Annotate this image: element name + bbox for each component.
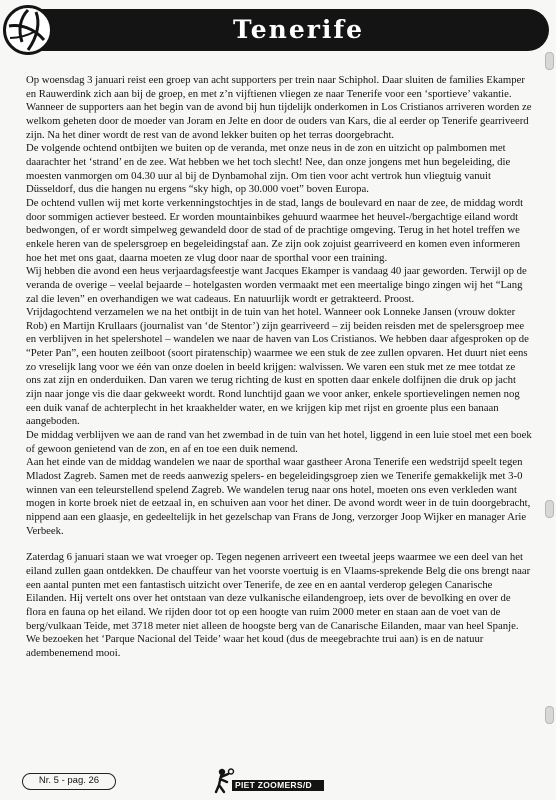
paragraph: Vrijdagochtend verzamelen we na het ontbijt in de tuin van het hotel. Wanneer ook Lonneke Jansen (vrouw dokter Rob) en Martijn Krullaars (journalist van ‘de Stentor’) zijn gearriveerd – zij beiden reisden met de spelersgroep mee en verblijven in het spelershotel – wandelen we naar de haven van Los Cristianos. We hebben daar afgesproken op de “Peter Pan”, een houten zeilboot (soort piratenschip) waarmee we een stuk de zee zullen opvaren. Het duurt niet eens zo vreselijk lang voor we één van onze doelen in beeld krijgen: walvissen. We varen een stuk met ze mee totdat ze ons zat zijn en onderduiken. Dan varen we terug richting de kust en spotten daar enkele dolfijnen die druk op jacht zijn naar jonge vis die daar gekweekt wordt. Rond lunchtijd gaan we voor anker, enkele sportievelingen nemen nog een duik vanaf de achterplecht in het kraakhelder water, en we krijgen kip met rijst en groente plus een banaan aangeboden. xyxy=(26,306,529,428)
paragraph: De ochtend vullen wij met korte verkenningstochtjes in de stad, langs de boulevard en naar de zee, de middag wordt door sommigen actiever besteed. Er worden mountainbikes gehuurd waarmee het heuvel-/bergachtige eiland wordt bedwongen, of er wordt simpelweg gewandeld door de stad of de prachtige omgeving. Terug in het hotel treffen we enkele heren van de spelersgroep en begeleidingstaf aan. Ze zijn ook zojuist gearriveerd en komen even informeren hoe het met ons gaat, daarna moeten ze vlug door naar de sporthal voor een training. xyxy=(26,196,524,264)
punch-hole xyxy=(545,52,554,70)
punch-hole xyxy=(545,706,554,724)
article-body xyxy=(26,74,532,661)
page-title: Tenerife xyxy=(233,15,365,44)
sponsor-logo xyxy=(214,768,326,794)
paragraph: Zaterdag 6 januari staan we wat vroeger op. Tegen negenen arriveert een tweetal jeeps waarmee we een deel van het eiland zullen gaan ontdekken. De chauffeur van het voorste voertuig is en Vlaams-sprekende Belg die ons brengt naar een aantal punten met een fantastisch uitzicht over Tenerife, de zee en en aantal verderop gelegen Canarische Eilanden. Hij vertelt ons over het ontstaan van deze vulkanische eilandengroep, iets over de bevolking en over de flora en fauna op het eiland. We rijden door tot op een hoogte van ruim 2000 meter en staan aan de voet van de berg/vulkaan Teide, met 3718 meter niet alleen de hoogste berg van de Canarische Eilanden, maar van heel Spanje. We bezoeken het ‘Parque Nacional del Teide’ waar het koud (dus de meegebrachte trui aan) is en de natuur adembenemend mooi. xyxy=(26,551,531,659)
paragraph: Aan het einde van de middag wandelen we naar de sporthal waar gastheer Arona Tenerife een wedstrijd speelt tegen Mladost Zagreb. Samen met de reeds aanwezig spelers- en begeleidingsgroep zien we Tenerife gemakkelijk met 3-0 winnen van een teleurstellend spelend Zagreb. We wandelen terug naar ons hotel, moeten ons even verkleden want mogen in korte broek niet de eetzaal in, en schuiven aan voor het diner. De avond wordt weer in de tuin doorgebracht, nippend aan een glaasje, en gedeeltelijk in het gezelschap van Frans de Jong, verzorger Joop Wijker en manager Arie Verbeek. xyxy=(26,456,531,537)
paragraph: Wij hebben die avond een heus verjaardagsfeestje want Jacques Ekamper is vandaag 40 jaar geworden. Terwijl op de veranda de overige – veelal bejaarde – hotelgasten worden vermaakt met een meertalige bingo zingen wij het “Lang zal die leven” en overhandigen we wat cadeaus. En natuurlijk wordt er getrakteerd. Proost. xyxy=(26,265,527,305)
punch-hole xyxy=(545,500,554,518)
volleyball-icon xyxy=(3,5,53,55)
page-header xyxy=(3,5,551,55)
paragraph: Op woensdag 3 januari reist een groep van acht supporters per trein naar Schiphol. Daar sluiten de families Ekamper en Rauwerdink zich aan bij de groep, en met z’n vijftienen vliegen ze naar Tenerife voor een ‘sportieve’ vakantie. Wanneer de supporters aan het begin van de avond bij hun tijdelijk onderkomen in Los Cristianos arriveren worden ze welkom geheten door de moeder van Joram en Jelte en door de ouders van Kars, die al eerder op Tenerife gearriveerd zijn. Na het diner wordt de rest van de avond lekker buiten op het terras doorgebracht. xyxy=(26,74,532,141)
paragraph: De volgende ochtend ontbijten we buiten op de veranda, met onze neus in de zon en uitzicht op palmbomen met daarachter het ‘strand’ en de zee. Wat hebben we het toch slecht! Nee, dan onze jongens met hun begeleiding, die moesten vanmorgen om 04.30 uur al bij de Dynbamohal zijn. Om tien voor acht vertrok hun vliegtuig vanuit Düsseldorf, dus die hangen nu ergens “sky high, op 30.000 voet” boven Europa. xyxy=(26,142,511,196)
sponsor-logo-text: PIET ZOOMERS/D xyxy=(232,780,324,791)
paragraph: De middag verblijven we aan de rand van het zwembad in de tuin van het hotel, liggend in een luie stoel met een boek of gewoon genietend van de zon, en af en toe een duik nemend. xyxy=(26,429,532,455)
page-number-badge: Nr. 5 - pag. 26 xyxy=(22,773,116,790)
